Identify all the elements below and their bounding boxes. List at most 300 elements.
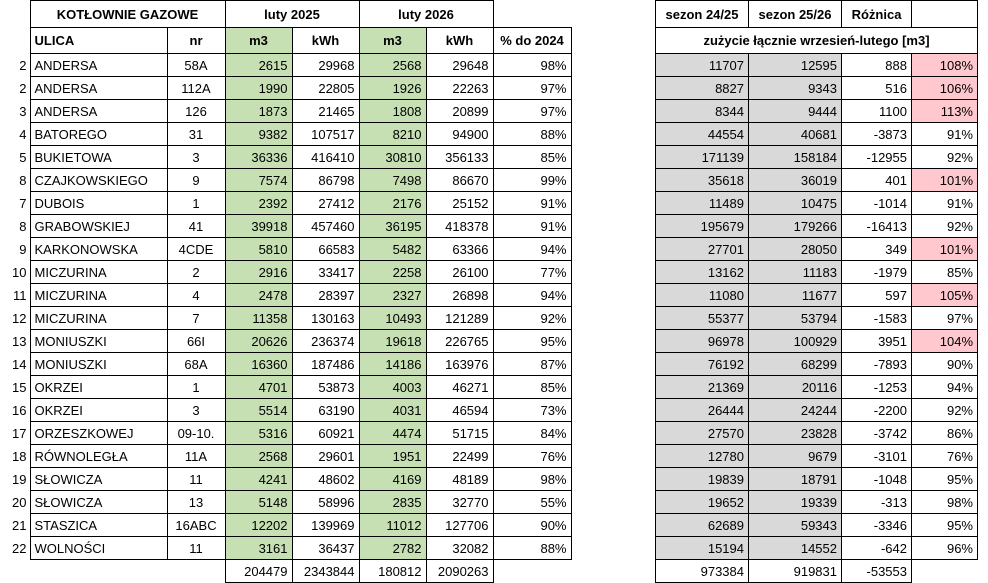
- table-row[interactable]: [656, 261, 978, 284]
- col-header-blank: [912, 1, 978, 28]
- table-row[interactable]: [656, 238, 978, 261]
- cell-ulica: SŁOWICZA: [30, 491, 167, 514]
- table-row[interactable]: [0, 146, 571, 169]
- cell-sezon-25-26: 12595: [749, 54, 842, 77]
- cell-sezon-24-25: 76192: [656, 353, 749, 376]
- cell-m3-2026: 2782: [359, 537, 426, 560]
- cell-m3-2026: 2327: [359, 284, 426, 307]
- cell-pct: 91%: [493, 192, 571, 215]
- total-m3-2025: 204479: [225, 560, 292, 583]
- cell-m3-2025: 3161: [225, 537, 292, 560]
- period-1-header: luty 2025: [225, 1, 359, 28]
- cell-m3-2025: 4701: [225, 376, 292, 399]
- cell-kwh-2026: 46271: [426, 376, 493, 399]
- cell-sezon-25-26: 23828: [749, 422, 842, 445]
- cell-m3-2025: 5148: [225, 491, 292, 514]
- col-header-nr: nr: [167, 28, 225, 54]
- cell-pct-change: 113%: [912, 100, 978, 123]
- cell-pct: 88%: [493, 537, 571, 560]
- cell-sezon-25-26: 179266: [749, 215, 842, 238]
- cell-m3-2026: 30810: [359, 146, 426, 169]
- cell-pct: 94%: [493, 284, 571, 307]
- cell-pct: 98%: [493, 468, 571, 491]
- cell-roznica: 349: [842, 238, 912, 261]
- cell-sezon-24-25: 55377: [656, 307, 749, 330]
- cell-m3-2025: 20626: [225, 330, 292, 353]
- cell-nr: 41: [167, 215, 225, 238]
- table-row[interactable]: [0, 399, 571, 422]
- row-index: 19: [12, 471, 27, 487]
- cell-sezon-25-26: 18791: [749, 468, 842, 491]
- table-row[interactable]: [656, 77, 978, 100]
- cell-sezon-25-26: 24244: [749, 399, 842, 422]
- cell-nr: 9: [167, 169, 225, 192]
- cell-pct: 85%: [493, 376, 571, 399]
- cell-ulica: MONIUSZKI: [30, 330, 167, 353]
- table-row[interactable]: [0, 307, 571, 330]
- table-row[interactable]: [0, 422, 571, 445]
- cell-sezon-24-25: 27701: [656, 238, 749, 261]
- row-index: 17: [12, 425, 27, 441]
- row-index: 7: [19, 195, 27, 211]
- cell-m3-2026: 1926: [359, 77, 426, 100]
- cell-sezon-25-26: 9444: [749, 100, 842, 123]
- row-index: 12: [12, 310, 27, 326]
- cell-pct: 90%: [493, 514, 571, 537]
- cell-sezon-24-25: 15194: [656, 537, 749, 560]
- cell-roznica: -12955: [842, 146, 912, 169]
- cell-m3-2026: 4169: [359, 468, 426, 491]
- row-index: 9: [19, 241, 27, 257]
- cell-m3-2026: 2258: [359, 261, 426, 284]
- cell-sezon-24-25: 8827: [656, 77, 749, 100]
- cell-m3-2026: 36195: [359, 215, 426, 238]
- cell-sezon-25-26: 59343: [749, 514, 842, 537]
- cell-nr: 2: [167, 261, 225, 284]
- row-index: 14: [12, 356, 27, 372]
- cell-m3-2026: 5482: [359, 238, 426, 261]
- cell-m3-2026: 4031: [359, 399, 426, 422]
- cell-pct: 95%: [493, 330, 571, 353]
- cell-roznica: -1583: [842, 307, 912, 330]
- cell-kwh-2026: 32082: [426, 537, 493, 560]
- cell-pct: 85%: [493, 146, 571, 169]
- cell-roznica: 888: [842, 54, 912, 77]
- cell-sezon-24-25: 11489: [656, 192, 749, 215]
- table-row[interactable]: [656, 422, 978, 445]
- season-comparison-table: [655, 0, 978, 583]
- row-index: 13: [12, 333, 27, 349]
- cell-roznica: -3742: [842, 422, 912, 445]
- row-index: 8: [19, 218, 27, 234]
- cell-kwh-2025: 416410: [292, 146, 359, 169]
- total-sezon-25-26: 919831: [749, 560, 842, 583]
- totals-pct-blank: [493, 560, 571, 583]
- cell-kwh-2025: 27412: [292, 192, 359, 215]
- cell-pct: 98%: [493, 54, 571, 77]
- cell-ulica: GRABOWSKIEJ: [30, 215, 167, 238]
- cell-kwh-2026: 48189: [426, 468, 493, 491]
- row-index: 20: [12, 494, 27, 510]
- table-row[interactable]: [0, 445, 571, 468]
- col-header-m3-2025: m3: [225, 28, 292, 54]
- cell-sezon-24-25: 11707: [656, 54, 749, 77]
- cell-pct-change: 86%: [912, 422, 978, 445]
- cell-m3-2025: 9382: [225, 123, 292, 146]
- cell-pct-change: 76%: [912, 445, 978, 468]
- cell-kwh-2025: 58996: [292, 491, 359, 514]
- cell-m3-2026: 8210: [359, 123, 426, 146]
- table-row[interactable]: [0, 54, 571, 77]
- cell-m3-2025: 11358: [225, 307, 292, 330]
- cell-ulica: DUBOIS: [30, 192, 167, 215]
- table-row[interactable]: [0, 330, 571, 353]
- cell-kwh-2025: 33417: [292, 261, 359, 284]
- cell-pct-change: 101%: [912, 169, 978, 192]
- cell-sezon-24-25: 19839: [656, 468, 749, 491]
- cell-ulica: ORZESZKOWEJ: [30, 422, 167, 445]
- table-row[interactable]: [656, 146, 978, 169]
- cell-sezon-25-26: 100929: [749, 330, 842, 353]
- left-table-body: [0, 54, 571, 560]
- cell-pct-change: 97%: [912, 307, 978, 330]
- cell-sezon-25-26: 11677: [749, 284, 842, 307]
- table-row[interactable]: [0, 215, 571, 238]
- cell-pct-change: 92%: [912, 146, 978, 169]
- cell-kwh-2026: 94900: [426, 123, 493, 146]
- cell-nr: 68A: [167, 353, 225, 376]
- table-row[interactable]: [656, 468, 978, 491]
- table-row[interactable]: [0, 376, 571, 399]
- cell-sezon-24-25: 13162: [656, 261, 749, 284]
- cell-sezon-25-26: 14552: [749, 537, 842, 560]
- cell-m3-2026: 4474: [359, 422, 426, 445]
- cell-roznica: -3101: [842, 445, 912, 468]
- cell-roznica: 516: [842, 77, 912, 100]
- table-row[interactable]: [656, 537, 978, 560]
- cell-roznica: 3951: [842, 330, 912, 353]
- cell-m3-2025: 2392: [225, 192, 292, 215]
- table-row[interactable]: [0, 77, 571, 100]
- cell-sezon-25-26: 11183: [749, 261, 842, 284]
- cell-ulica: CZAJKOWSKIEGO: [30, 169, 167, 192]
- cell-nr: 3: [167, 146, 225, 169]
- cell-kwh-2026: 26100: [426, 261, 493, 284]
- pct-header-spacer: [493, 1, 571, 28]
- cell-ulica: WOLNOŚCI: [30, 537, 167, 560]
- cell-nr: 1: [167, 192, 225, 215]
- col-header-ulica: ULICA: [30, 28, 167, 54]
- cell-ulica: RÓWNOLEGŁA: [30, 445, 167, 468]
- table-row[interactable]: [656, 100, 978, 123]
- cell-roznica: -2200: [842, 399, 912, 422]
- cell-nr: 66I: [167, 330, 225, 353]
- table-row[interactable]: [0, 353, 571, 376]
- cell-sezon-24-25: 8344: [656, 100, 749, 123]
- total-sezon-24-25: 973384: [656, 560, 749, 583]
- cell-kwh-2025: 236374: [292, 330, 359, 353]
- cell-m3-2026: 2835: [359, 491, 426, 514]
- cell-pct-change: 92%: [912, 215, 978, 238]
- cell-sezon-24-25: 171139: [656, 146, 749, 169]
- table-row[interactable]: [0, 468, 571, 491]
- row-index: 11: [13, 287, 27, 303]
- cell-roznica: -3873: [842, 123, 912, 146]
- cell-roznica: -313: [842, 491, 912, 514]
- right-table-subtitle: zużycie łącznie wrzesień-lutego [m3]: [656, 28, 978, 54]
- cell-nr: 4CDE: [167, 238, 225, 261]
- table-row[interactable]: [0, 284, 571, 307]
- cell-m3-2026: 7498: [359, 169, 426, 192]
- cell-kwh-2025: 457460: [292, 215, 359, 238]
- cell-m3-2025: 5514: [225, 399, 292, 422]
- cell-m3-2026: 14186: [359, 353, 426, 376]
- row-index: 10: [12, 264, 27, 280]
- cell-kwh-2026: 418378: [426, 215, 493, 238]
- table-row[interactable]: [656, 376, 978, 399]
- cell-sezon-25-26: 36019: [749, 169, 842, 192]
- row-index-blank: [0, 28, 30, 54]
- table-row[interactable]: [656, 54, 978, 77]
- cell-sezon-25-26: 20116: [749, 376, 842, 399]
- cell-pct-change: 98%: [912, 491, 978, 514]
- cell-kwh-2025: 63190: [292, 399, 359, 422]
- cell-sezon-25-26: 19339: [749, 491, 842, 514]
- cell-kwh-2025: 29968: [292, 54, 359, 77]
- cell-nr: 7: [167, 307, 225, 330]
- cell-sezon-25-26: 68299: [749, 353, 842, 376]
- row-index-header: [0, 1, 30, 28]
- cell-nr: 11: [167, 537, 225, 560]
- cell-kwh-2025: 66583: [292, 238, 359, 261]
- table-row[interactable]: [656, 399, 978, 422]
- cell-ulica: ANDERSA: [30, 77, 167, 100]
- cell-pct: 84%: [493, 422, 571, 445]
- cell-kwh-2025: 22805: [292, 77, 359, 100]
- cell-pct: 99%: [493, 169, 571, 192]
- cell-roznica: -1048: [842, 468, 912, 491]
- table-row[interactable]: [656, 192, 978, 215]
- cell-pct: 92%: [493, 307, 571, 330]
- cell-ulica: BUKIETOWA: [30, 146, 167, 169]
- cell-pct: 88%: [493, 123, 571, 146]
- cell-kwh-2026: 63366: [426, 238, 493, 261]
- cell-roznica: -3346: [842, 514, 912, 537]
- row-index: 18: [12, 448, 27, 464]
- cell-m3-2025: 39918: [225, 215, 292, 238]
- row-index: 4: [19, 126, 27, 142]
- table-row[interactable]: [0, 238, 571, 261]
- right-table-body: [656, 54, 978, 560]
- cell-m3-2025: 4241: [225, 468, 292, 491]
- cell-kwh-2026: 86670: [426, 169, 493, 192]
- table-title: KOTŁOWNIE GAZOWE: [30, 1, 225, 28]
- cell-nr: 16ABC: [167, 514, 225, 537]
- table-row[interactable]: [0, 169, 571, 192]
- cell-sezon-25-26: 40681: [749, 123, 842, 146]
- cell-m3-2025: 2916: [225, 261, 292, 284]
- cell-m3-2026: 4003: [359, 376, 426, 399]
- cell-kwh-2025: 21465: [292, 100, 359, 123]
- cell-pct: 87%: [493, 353, 571, 376]
- cell-sezon-25-26: 9343: [749, 77, 842, 100]
- table-row[interactable]: [0, 100, 571, 123]
- cell-pct: 94%: [493, 238, 571, 261]
- row-index: 21: [12, 517, 27, 533]
- cell-kwh-2025: 48602: [292, 468, 359, 491]
- totals-index-blank: [0, 560, 30, 583]
- col-header-sezon-24-25: sezon 24/25: [656, 1, 749, 28]
- cell-m3-2025: 2568: [225, 445, 292, 468]
- cell-pct-change: 105%: [912, 284, 978, 307]
- cell-sezon-25-26: 28050: [749, 238, 842, 261]
- right-totals-row: [656, 560, 978, 583]
- cell-sezon-24-25: 19652: [656, 491, 749, 514]
- cell-m3-2025: 2478: [225, 284, 292, 307]
- cell-kwh-2026: 51715: [426, 422, 493, 445]
- cell-pct: 55%: [493, 491, 571, 514]
- cell-pct-change: 96%: [912, 537, 978, 560]
- table-row[interactable]: [0, 537, 571, 560]
- table-row[interactable]: [656, 284, 978, 307]
- cell-roznica: -7893: [842, 353, 912, 376]
- cell-nr: 11: [167, 468, 225, 491]
- col-header-kwh-2026: kWh: [426, 28, 493, 54]
- cell-kwh-2026: 163976: [426, 353, 493, 376]
- cell-kwh-2026: 121289: [426, 307, 493, 330]
- table-row[interactable]: [656, 330, 978, 353]
- cell-sezon-24-25: 62689: [656, 514, 749, 537]
- cell-sezon-25-26: 53794: [749, 307, 842, 330]
- table-row[interactable]: [656, 514, 978, 537]
- row-index: 3: [19, 103, 27, 119]
- cell-m3-2025: 16360: [225, 353, 292, 376]
- right-header-row-2: [656, 28, 978, 54]
- cell-nr: 1: [167, 376, 225, 399]
- table-row[interactable]: [0, 514, 571, 537]
- cell-ulica: MICZURINA: [30, 261, 167, 284]
- cell-pct: 73%: [493, 399, 571, 422]
- col-header-sezon-25-26: sezon 25/26: [749, 1, 842, 28]
- cell-pct-change: 90%: [912, 353, 978, 376]
- cell-ulica: ANDERSA: [30, 100, 167, 123]
- row-index: 5: [19, 149, 27, 165]
- cell-ulica: KARKONOWSKA: [30, 238, 167, 261]
- cell-nr: 09-10.: [167, 422, 225, 445]
- cell-m3-2026: 11012: [359, 514, 426, 537]
- cell-pct: 91%: [493, 215, 571, 238]
- row-index: 16: [12, 402, 27, 418]
- cell-ulica: SŁOWICZA: [30, 468, 167, 491]
- cell-kwh-2026: 46594: [426, 399, 493, 422]
- cell-m3-2026: 19618: [359, 330, 426, 353]
- table-row[interactable]: [656, 353, 978, 376]
- cell-m3-2026: 2568: [359, 54, 426, 77]
- table-row[interactable]: [0, 192, 571, 215]
- total-m3-2026: 180812: [359, 560, 426, 583]
- cell-kwh-2025: 130163: [292, 307, 359, 330]
- cell-m3-2025: 5316: [225, 422, 292, 445]
- total-kwh-2025: 2343844: [292, 560, 359, 583]
- cell-pct: 77%: [493, 261, 571, 284]
- cell-pct-change: 91%: [912, 192, 978, 215]
- cell-roznica: -1253: [842, 376, 912, 399]
- row-index: 22: [12, 540, 27, 556]
- cell-ulica: MICZURINA: [30, 284, 167, 307]
- table-row[interactable]: [656, 215, 978, 238]
- cell-sezon-24-25: 35618: [656, 169, 749, 192]
- cell-kwh-2026: 226765: [426, 330, 493, 353]
- cell-m3-2025: 1873: [225, 100, 292, 123]
- row-index: 2: [19, 80, 27, 96]
- cell-kwh-2025: 86798: [292, 169, 359, 192]
- cell-pct-change: 106%: [912, 77, 978, 100]
- total-roznica: -53553: [842, 560, 912, 583]
- cell-pct-change: 101%: [912, 238, 978, 261]
- cell-kwh-2025: 29601: [292, 445, 359, 468]
- cell-m3-2025: 2615: [225, 54, 292, 77]
- cell-nr: 58A: [167, 54, 225, 77]
- cell-kwh-2025: 36437: [292, 537, 359, 560]
- period-2-header: luty 2026: [359, 1, 493, 28]
- cell-pct-change: 92%: [912, 399, 978, 422]
- cell-ulica: OKRZEI: [30, 376, 167, 399]
- table-row[interactable]: [0, 261, 571, 284]
- left-header-row-1: [0, 1, 571, 28]
- row-index: 15: [12, 379, 27, 395]
- table-row[interactable]: [656, 123, 978, 146]
- cell-pct-change: 85%: [912, 261, 978, 284]
- cell-nr: 126: [167, 100, 225, 123]
- table-row[interactable]: [0, 491, 571, 514]
- cell-sezon-24-25: 11080: [656, 284, 749, 307]
- cell-roznica: -16413: [842, 215, 912, 238]
- table-row[interactable]: [0, 123, 571, 146]
- cell-sezon-24-25: 44554: [656, 123, 749, 146]
- table-row[interactable]: [656, 169, 978, 192]
- cell-sezon-24-25: 27570: [656, 422, 749, 445]
- cell-kwh-2025: 187486: [292, 353, 359, 376]
- table-row[interactable]: [656, 491, 978, 514]
- cell-sezon-25-26: 10475: [749, 192, 842, 215]
- cell-m3-2026: 10493: [359, 307, 426, 330]
- cell-sezon-24-25: 21369: [656, 376, 749, 399]
- col-header-kwh-2025: kWh: [292, 28, 359, 54]
- cell-ulica: BATOREGO: [30, 123, 167, 146]
- cell-sezon-24-25: 96978: [656, 330, 749, 353]
- left-totals-row: [0, 560, 571, 583]
- cell-sezon-25-26: 158184: [749, 146, 842, 169]
- cell-sezon-24-25: 12780: [656, 445, 749, 468]
- cell-m3-2026: 1808: [359, 100, 426, 123]
- totals-nr-blank: [167, 560, 225, 583]
- cell-ulica: MONIUSZKI: [30, 353, 167, 376]
- cell-roznica: 401: [842, 169, 912, 192]
- cell-kwh-2026: 26898: [426, 284, 493, 307]
- table-row[interactable]: [656, 445, 978, 468]
- cell-kwh-2026: 25152: [426, 192, 493, 215]
- cell-kwh-2026: 127706: [426, 514, 493, 537]
- table-row[interactable]: [656, 307, 978, 330]
- cell-kwh-2025: 107517: [292, 123, 359, 146]
- cell-pct-change: 95%: [912, 514, 978, 537]
- col-header-pct: % do 2024: [493, 28, 571, 54]
- cell-pct-change: 108%: [912, 54, 978, 77]
- cell-sezon-25-26: 9679: [749, 445, 842, 468]
- cell-roznica: 1100: [842, 100, 912, 123]
- cell-kwh-2026: 22263: [426, 77, 493, 100]
- cell-m3-2026: 1951: [359, 445, 426, 468]
